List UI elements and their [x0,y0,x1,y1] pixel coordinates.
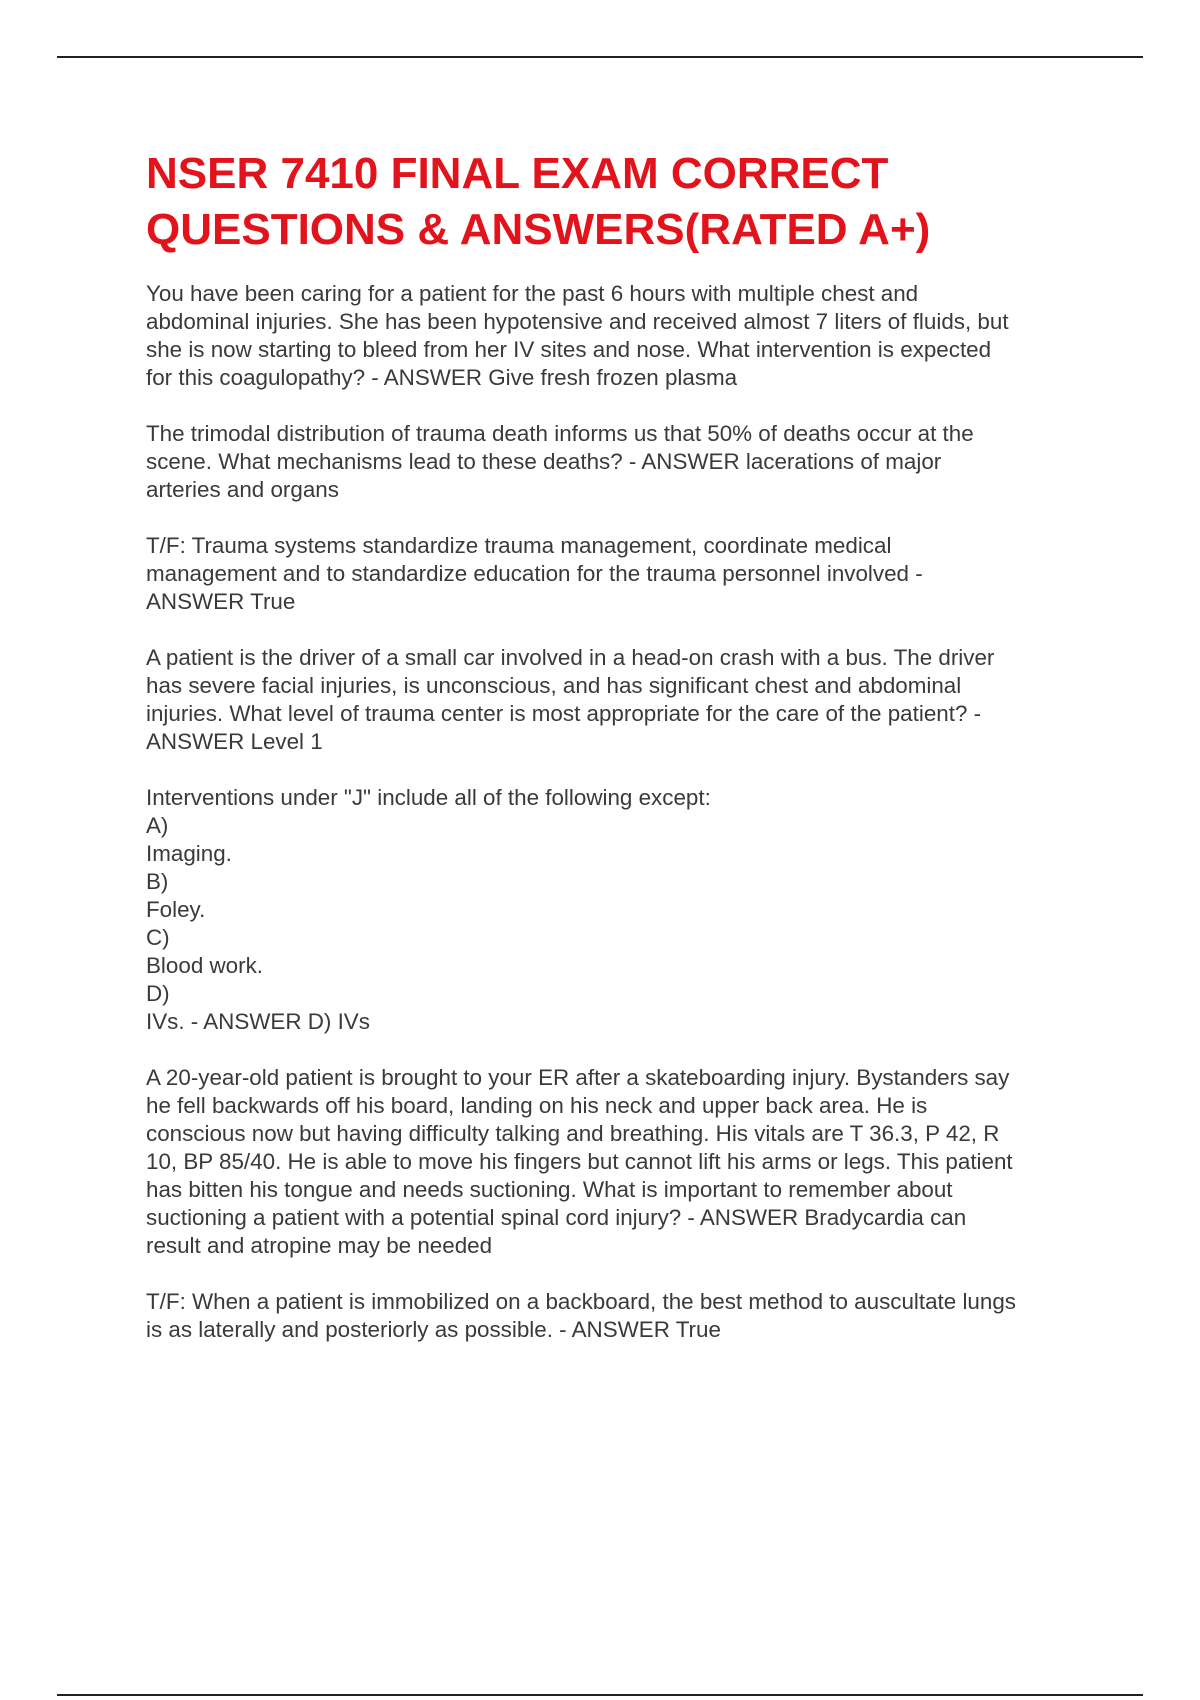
qa-line: ANSWER Level 1 [146,729,323,754]
qa-line: T/F: Trauma systems standardize trauma management, coordinate medical [146,533,892,558]
qa-line: conscious now but having difficulty talking and breathing. His vitals are T 36.3, P 42, R [146,1121,1000,1146]
qa-line: injuries. What level of trauma center is most appropriate for the care of the patient? - [146,701,982,726]
qa-item [146,532,1096,616]
qa-line: she is now starting to bleed from her IV sites and nose. What intervention is expected [146,337,992,362]
qa-line: T/F: When a patient is immobilized on a backboard, the best method to auscultate lungs [146,1289,1016,1314]
document-title [146,146,1096,258]
title-line-1: NSER 7410 FINAL EXAM CORRECT [146,149,889,198]
qa-line: has bitten his tongue and needs suctioning. What is important to remember about [146,1177,953,1202]
qa-option-label: C) [146,925,170,950]
qa-option-text: Imaging. [146,841,232,866]
qa-item [146,644,1096,756]
top-rule [57,56,1143,58]
qa-item [146,784,1096,1036]
qa-item [146,280,1096,392]
document-page [146,146,1096,1372]
qa-item [146,420,1096,504]
qa-item [146,1064,1096,1260]
qa-option-label: B) [146,869,169,894]
qa-line: A 20-year-old patient is brought to your ER after a skateboarding injury. Bystanders say [146,1065,1010,1090]
qa-line: suctioning a patient with a potential spinal cord injury? - ANSWER Bradycardia can [146,1205,967,1230]
qa-item [146,1288,1096,1344]
qa-option-text: Foley. [146,897,206,922]
qa-line: A patient is the driver of a small car involved in a head-on crash with a bus. The driver [146,645,995,670]
bottom-rule [57,1694,1143,1696]
qa-line: You have been caring for a patient for the past 6 hours with multiple chest and [146,281,919,306]
qa-option-label: A) [146,813,169,838]
qa-line: is as laterally and posteriorly as possible. - ANSWER True [146,1317,721,1342]
qa-line: result and atropine may be needed [146,1233,493,1258]
qa-option-label: D) [146,981,170,1006]
qa-line: The trimodal distribution of trauma death informs us that 50% of deaths occur at the [146,421,974,446]
qa-line: Interventions under "J" include all of the following except: [146,785,711,810]
qa-option-text: IVs. - ANSWER D) IVs [146,1009,370,1034]
qa-list [146,280,1096,1344]
title-line-2: QUESTIONS & ANSWERS(RATED A+) [146,205,931,254]
qa-line: he fell backwards off his board, landing on his neck and upper back area. He is [146,1093,928,1118]
qa-line: for this coagulopathy? - ANSWER Give fresh frozen plasma [146,365,738,390]
qa-line: ANSWER True [146,589,296,614]
qa-line: abdominal injuries. She has been hypotensive and received almost 7 liters of fluids, but [146,309,1009,334]
qa-line: management and to standardize education for the trauma personnel involved - [146,561,923,586]
qa-option-text: Blood work. [146,953,263,978]
qa-line: arteries and organs [146,477,339,502]
qa-line: has severe facial injuries, is unconscious, and has significant chest and abdominal [146,673,962,698]
qa-line: scene. What mechanisms lead to these deaths? - ANSWER lacerations of major [146,449,942,474]
qa-line: 10, BP 85/40. He is able to move his fingers but cannot lift his arms or legs. This patient [146,1149,1013,1174]
